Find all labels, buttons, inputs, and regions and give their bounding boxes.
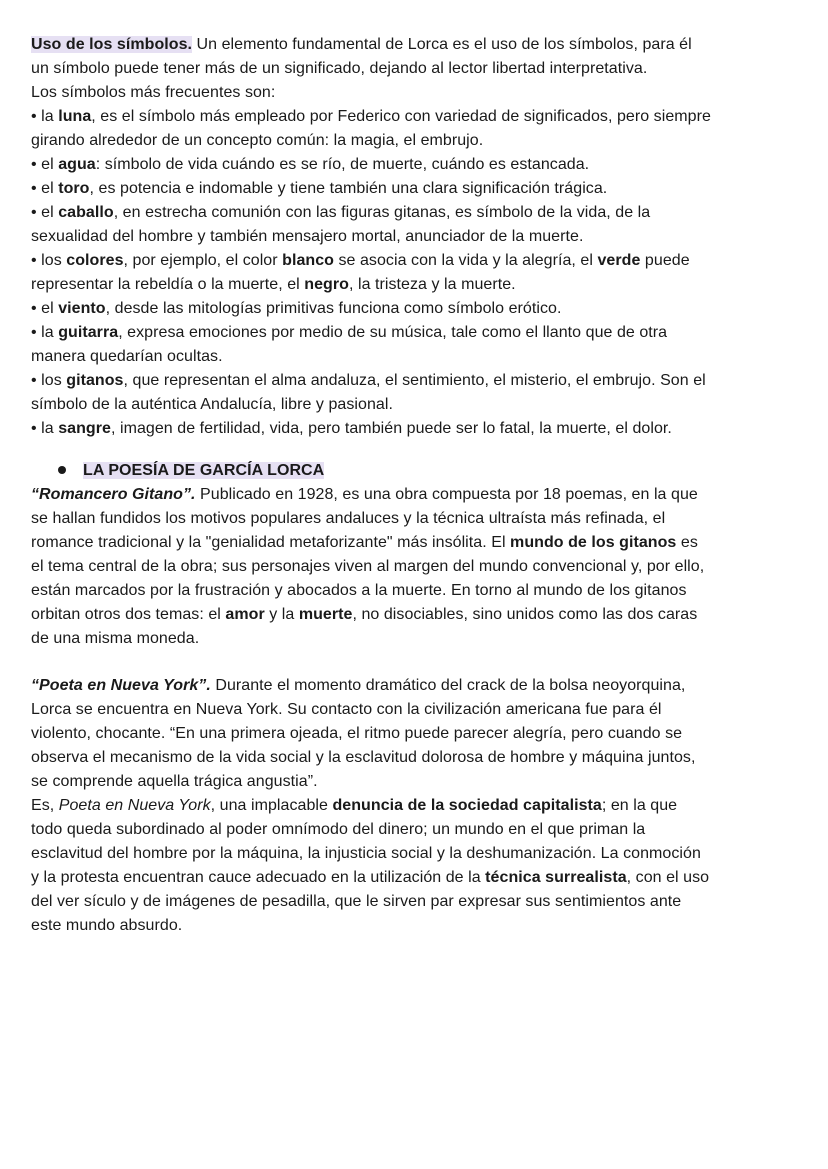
- romancero-title: “Romancero Gitano”.: [31, 486, 196, 503]
- symbol-item-luna: • la luna, es el símbolo más empleado por Federico con variedad de significados, pero siempre: [31, 108, 711, 125]
- section-heading: LA POESÍA DE GARCÍA LORCA: [31, 459, 801, 483]
- symbol-item-toro: • el toro, es potencia e indomable y tiene también una clara significación trágica.: [31, 180, 608, 197]
- symbols-intro-line-3: Los símbolos más frecuentes son:: [31, 84, 276, 101]
- symbol-item-viento: • el viento, desde las mitologías primitivas funciona como símbolo erótico.: [31, 300, 562, 317]
- symbols-section: [31, 33, 801, 441]
- symbols-title: Uso de los símbolos.: [31, 36, 193, 53]
- symbol-item-caballo-cont: sexualidad del hombre y también mensajero mortal, anunciador de la muerte.: [31, 228, 584, 245]
- poeta-title: “Poeta en Nueva York”.: [31, 677, 211, 694]
- symbol-item-gitanos: • los gitanos, que representan el alma andaluza, el sentimiento, el misterio, el embrujo. Son el: [31, 372, 706, 389]
- symbol-item-luna-cont: girando alrededor de un concepto común: la magia, el embrujo.: [31, 132, 484, 149]
- symbol-item-colores-cont: representar la rebeldía o la muerte, el negro, la tristeza y la muerte.: [31, 276, 516, 293]
- poeta-paragraph: “Poeta en Nueva York”. Durante el momento dramático del crack de la bolsa neoyorquina, Lorca se encuentra en Nueva York. Su contacto con la civilización americana fue para él violento, chocante. “En una primera ojeada, el ritmo puede parecer alegría, pero cuando se observa el mecanismo de la vida social y la esclavitud dolorosa de hombre y máquina juntos, se comprende aquella trágica angustia”. Es, Poeta en Nueva York, una implacable denuncia de la sociedad capitalista; en la que todo queda subordinado al poder omnímodo del dinero; un mundo en el que priman la esclavitud del hombre por la máquina, la injusticia social y la deshumanización. La conmoción y la protesta encuentran cauce adecuado en la utilización de la técnica surrealista, con el uso del ver sículo y de imágenes de pesadilla, que le sirven par expresar sus sentimientos ante este mundo absurdo.: [31, 677, 710, 934]
- bullet-icon: [58, 466, 66, 474]
- symbol-item-colores: • los colores, por ejemplo, el color blanco se asocia con la vida y la alegría, el verde puede: [31, 252, 690, 269]
- symbol-item-guitarra-cont: manera quedarían ocultas.: [31, 348, 223, 365]
- symbol-item-agua: • el agua: símbolo de vida cuándo es se río, de muerte, cuándo es estancada.: [31, 156, 590, 173]
- symbol-item-gitanos-cont: símbolo de la auténtica Andalucía, libre y pasional.: [31, 396, 393, 413]
- symbols-intro-line-2: un símbolo puede tener más de un significado, dejando al lector libertad interpretativa.: [31, 60, 648, 77]
- symbol-item-guitarra: • la guitarra, expresa emociones por medio de su música, tale como el llanto que de otra: [31, 324, 668, 341]
- symbol-item-caballo: • el caballo, en estrecha comunión con las figuras gitanas, es símbolo de la vida, de la: [31, 204, 651, 221]
- symbol-item-sangre: • la sangre, imagen de fertilidad, vida, pero también puede ser lo fatal, la muerte, el dolor.: [31, 420, 672, 437]
- symbols-intro-line-1: Uso de los símbolos. Un elemento fundamental de Lorca es el uso de los símbolos, para él: [31, 36, 692, 53]
- romancero-paragraph: “Romancero Gitano”. Publicado en 1928, es una obra compuesta por 18 poemas, en la que se hallan fundidos los motivos populares andaluces y la técnica ultraísta más refinada, el romance tradicional y la "genialidad metaforizante" más insólita. El mundo de los gitanos es el tema central de la obra; sus personajes viven al margen del mundo convencional y, por ello, están marcados por la frustración y abocados a la muerte. En torno al mundo de los gitanos orbitan otros dos temas: el amor y la muerte, no disociables, sino unidos como las dos caras de una misma moneda.: [31, 486, 705, 647]
